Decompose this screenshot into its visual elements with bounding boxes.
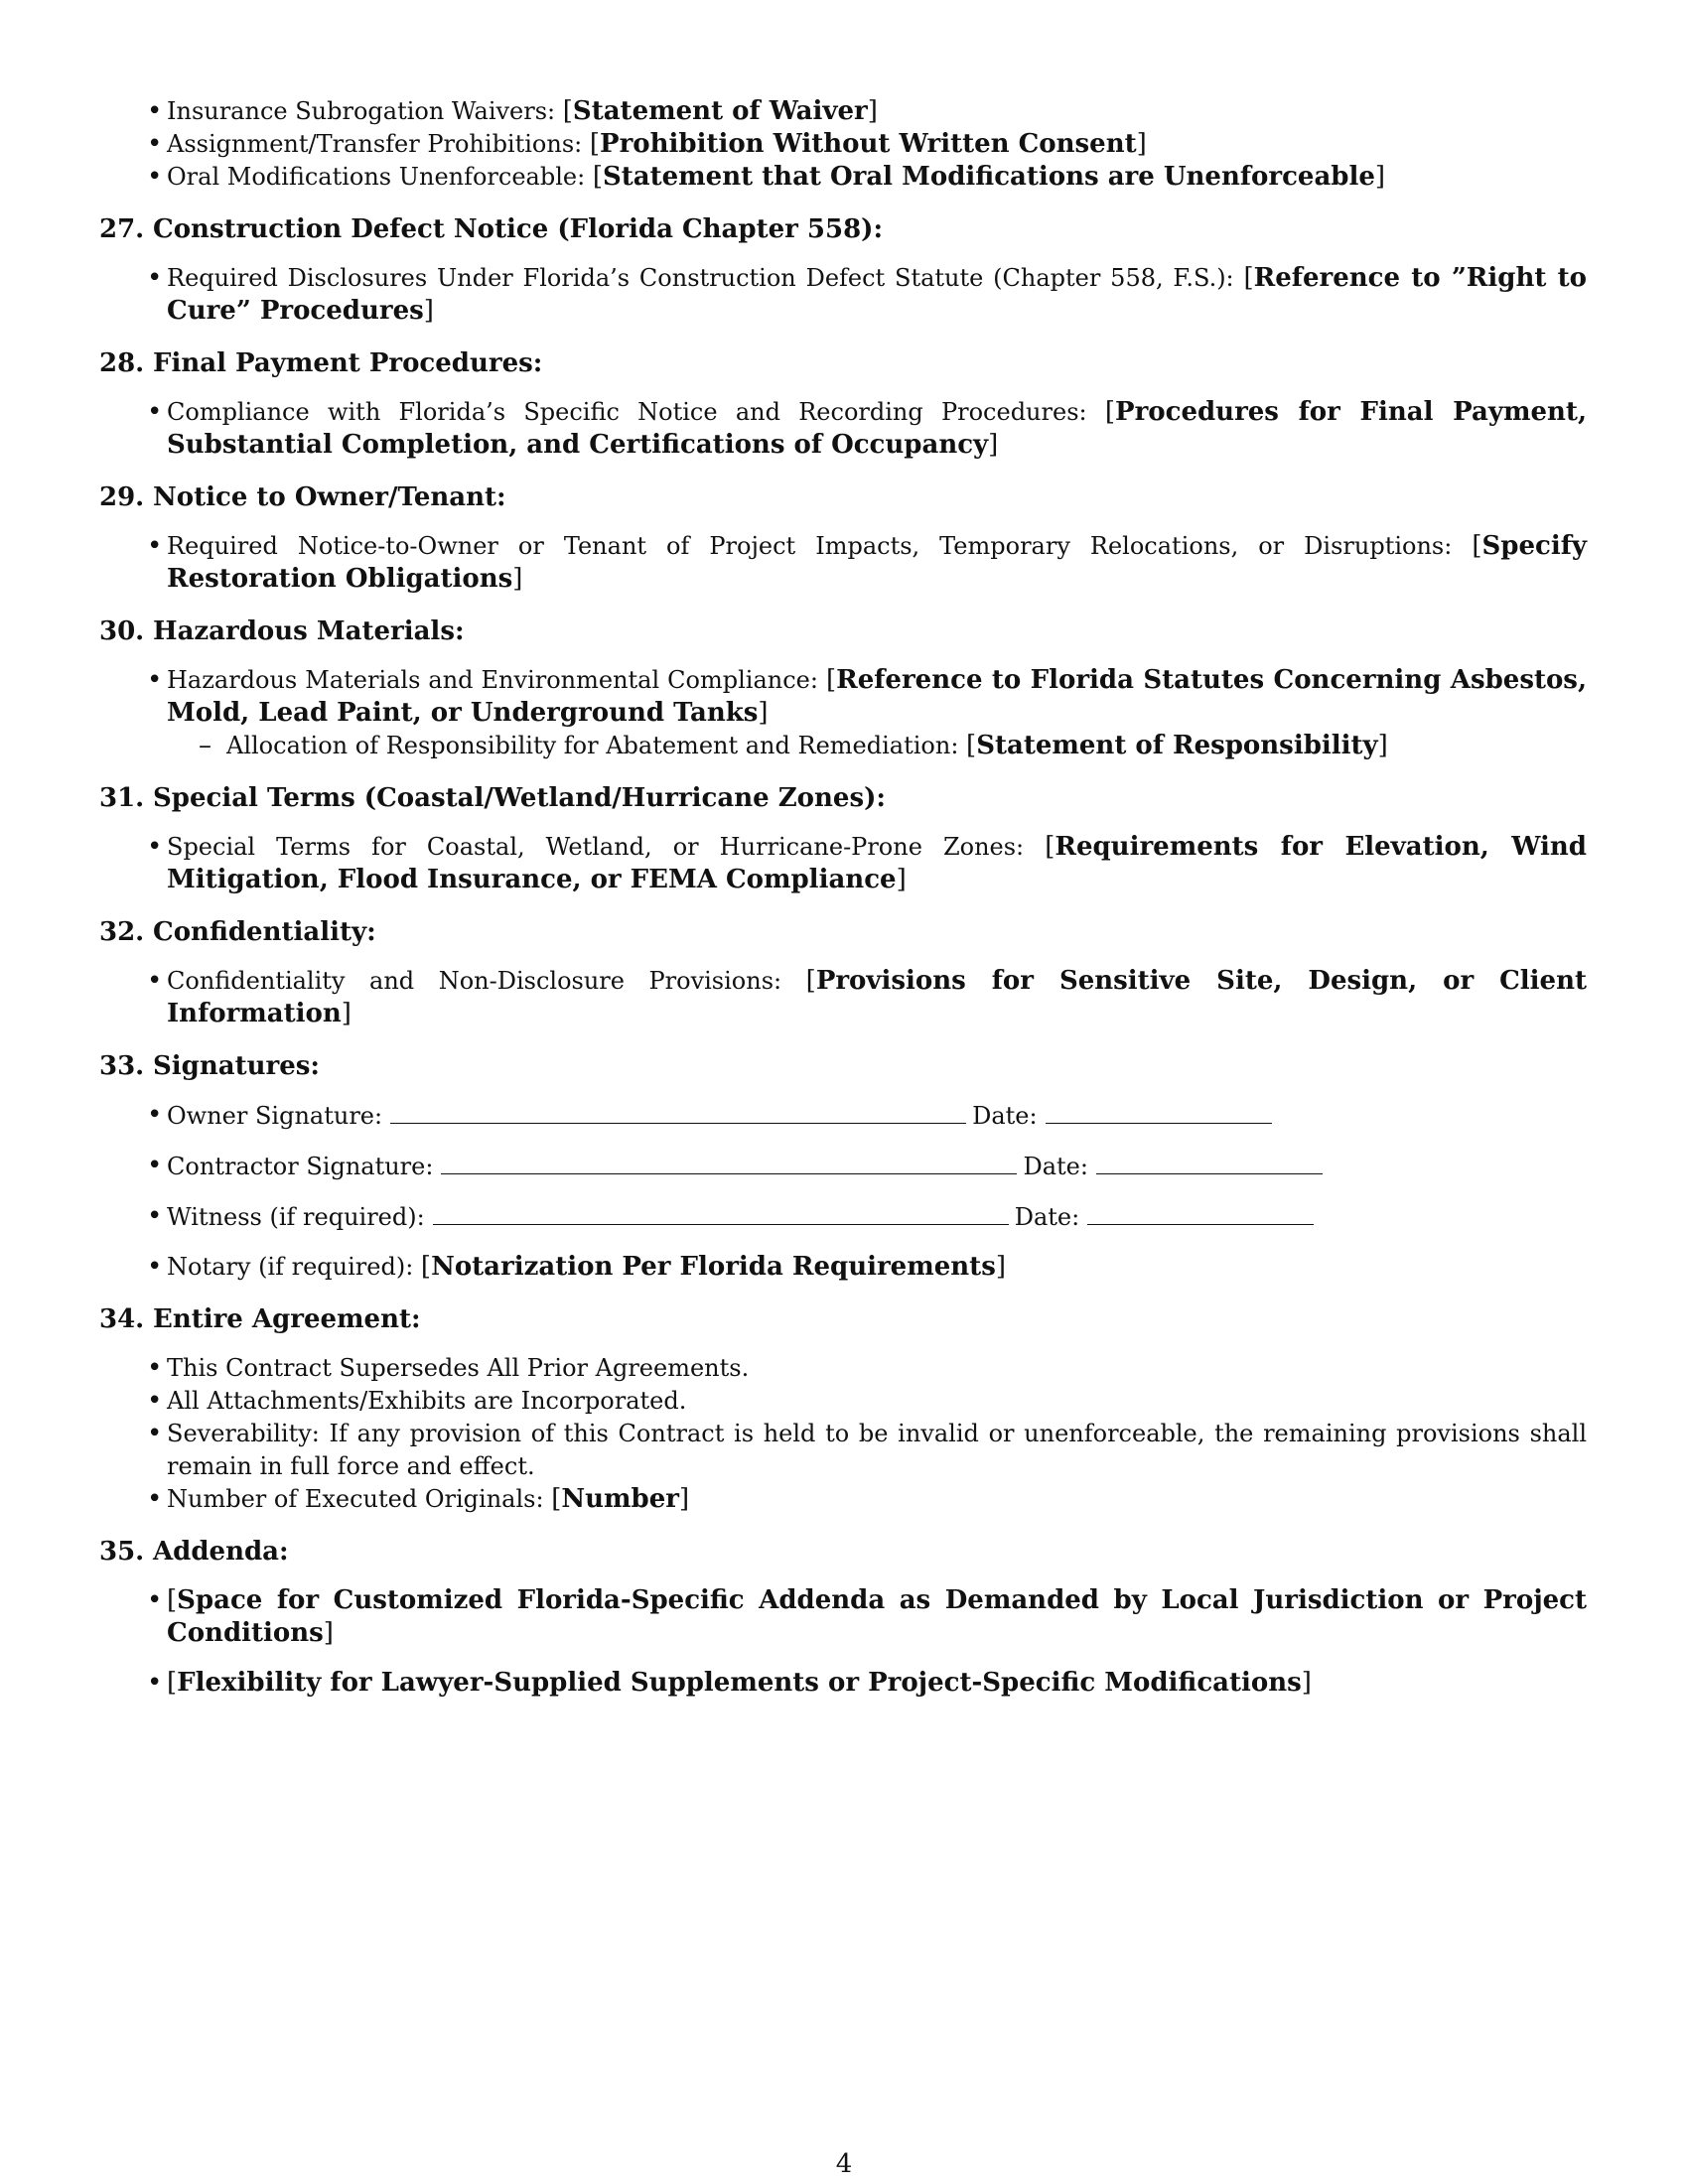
section-heading: 28. Final Payment Procedures: — [99, 348, 543, 378]
list-item: • [Flexibility for Lawyer-Supplied Supplements or Project-Specific Modifications] — [167, 1667, 1587, 1700]
sub-list — [167, 730, 1587, 762]
section-34 — [99, 1303, 1587, 1516]
contractor-date-line[interactable] — [1096, 1150, 1323, 1174]
section-heading: 35. Addenda: — [99, 1537, 289, 1567]
section-list — [99, 530, 1587, 596]
list-item: • All Attachments/Exhibits are Incorporated. — [167, 1385, 1587, 1418]
continued-list — [99, 95, 1587, 194]
list-item: • Hazardous Materials and Environmental Compliance: [Reference to Florida Statutes Concerning Asbestos, Mold, Lead Paint, or Underground Tanks] – Allocation of Responsibility for Abatement and Remediation: [Statement of Responsibility] — [167, 664, 1587, 762]
section-28 — [99, 347, 1587, 462]
section-heading: 33. Signatures: — [99, 1051, 320, 1081]
list-item: • Oral Modifications Unenforceable: [Statement that Oral Modifications are Unenforceable] — [167, 161, 1587, 194]
list-item: • Number of Executed Originals: [Number] — [167, 1483, 1587, 1516]
witness-signature-line[interactable] — [433, 1200, 1009, 1225]
section-list — [99, 965, 1587, 1030]
document-page — [99, 95, 1587, 1700]
list-item: • Compliance with Florida’s Specific Notice and Recording Procedures: [Procedures for Final Payment, Substantial Completion, and Certifications of Occupancy] — [167, 396, 1587, 462]
list-item: • [Space for Customized Florida-Specific Addenda as Demanded by Local Jurisdiction or Project Conditions] — [167, 1584, 1587, 1650]
section-list — [99, 831, 1587, 896]
contractor-signature-row: • Contractor Signature: Date: — [167, 1150, 1587, 1183]
list-item: • Severability: If any provision of this Contract is held to be invalid or unenforceable, the remaining provisions shall remain in full force and effect. — [167, 1418, 1587, 1483]
signature-list — [99, 1099, 1587, 1284]
section-list — [99, 1352, 1587, 1516]
section-heading: 31. Special Terms (Coastal/Wetland/Hurricane Zones): — [99, 783, 886, 813]
owner-signature-row: • Owner Signature: Date: — [167, 1099, 1587, 1133]
section-heading: 34. Entire Agreement: — [99, 1304, 421, 1334]
section-heading: 32. Confidentiality: — [99, 917, 376, 947]
notary-row: • Notary (if required): [Notarization Per Florida Requirements] — [167, 1251, 1587, 1284]
list-item: • Assignment/Transfer Prohibitions: [Prohibition Without Written Consent] — [167, 128, 1587, 161]
section-list — [99, 396, 1587, 462]
section-29 — [99, 481, 1587, 596]
list-item: • Required Notice-to-Owner or Tenant of Project Impacts, Temporary Relocations, or Disruptions: [Specify Restoration Obligations] — [167, 530, 1587, 596]
contractor-signature-line[interactable] — [441, 1150, 1017, 1174]
section-list — [99, 262, 1587, 328]
list-item: • Confidentiality and Non-Disclosure Provisions: [Provisions for Sensitive Site, Design, or Client Information] — [167, 965, 1587, 1030]
list-item: • Special Terms for Coastal, Wetland, or Hurricane-Prone Zones: [Requirements for Elevation, Wind Mitigation, Flood Insurance, or FEMA Compliance] — [167, 831, 1587, 896]
witness-date-line[interactable] — [1087, 1200, 1314, 1225]
witness-signature-row: • Witness (if required): Date: — [167, 1200, 1587, 1234]
owner-date-line[interactable] — [1046, 1099, 1272, 1124]
section-heading: 29. Notice to Owner/Tenant: — [99, 482, 506, 512]
section-31 — [99, 782, 1587, 896]
section-33 — [99, 1050, 1587, 1284]
section-list — [99, 664, 1587, 762]
list-item: • This Contract Supersedes All Prior Agreements. — [167, 1352, 1587, 1385]
list-item: • Insurance Subrogation Waivers: [Statement of Waiver] — [167, 95, 1587, 128]
page-number: 4 — [835, 2149, 853, 2179]
section-27 — [99, 213, 1587, 328]
section-32 — [99, 916, 1587, 1030]
section-35 — [99, 1536, 1587, 1700]
sub-list-item: – Allocation of Responsibility for Abatement and Remediation: [Statement of Responsibility] — [226, 730, 1587, 762]
section-30 — [99, 615, 1587, 762]
section-26-continued — [99, 95, 1587, 194]
section-heading: 27. Construction Defect Notice (Florida Chapter 558): — [99, 214, 884, 244]
section-list — [99, 1584, 1587, 1700]
section-heading: 30. Hazardous Materials: — [99, 616, 465, 646]
owner-signature-line[interactable] — [390, 1099, 966, 1124]
list-item: • Required Disclosures Under Florida’s Construction Defect Statute (Chapter 558, F.S.): [Reference to ”Right to Cure” Procedures] — [167, 262, 1587, 328]
